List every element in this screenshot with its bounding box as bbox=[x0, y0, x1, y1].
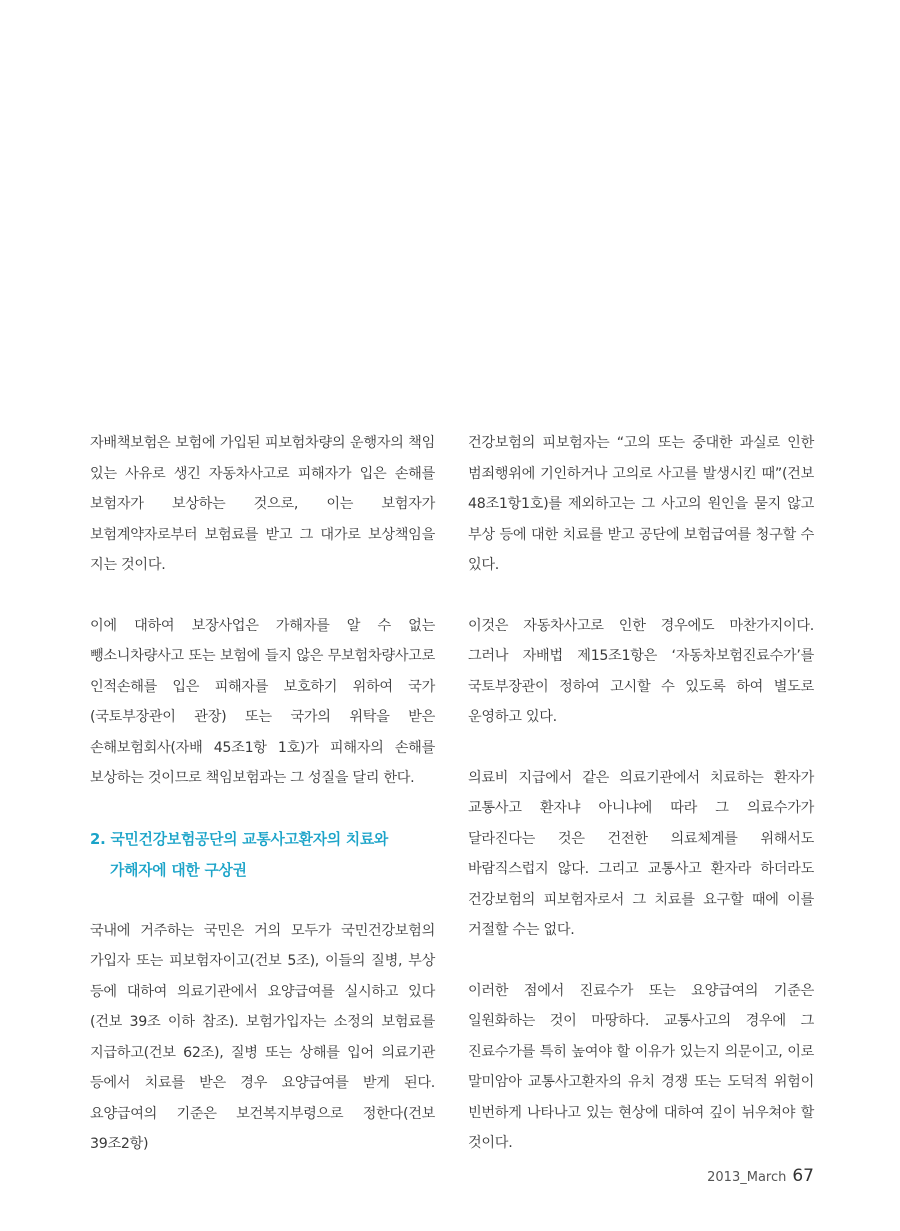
body-paragraph: 이에 대하여 보장사업은 가해자를 알 수 없는 뺑소니차량사고 또는 보험에 들지 않은 무보험차량사고로 인적손해를 입은 피해자를 보호하기 위하여 국가(국토부장관이 관장) 또는 국가의 위탁을 받은 손해보험회사(자배 45조1항 1호)가 피해자의 손해를 보상하는 것이므로 책임보험과는 그 성질을 달리 한다. bbox=[90, 617, 435, 786]
page-footer bbox=[707, 1166, 814, 1186]
left-column bbox=[90, 428, 435, 1160]
body-paragraph: 국내에 거주하는 국민은 거의 모두가 국민건강보험의 가입자 또는 피보험자이고(건보 5조), 이들의 질병, 부상 등에 대하여 의료기관에서 요양급여를 실시하고 있다(건보 39조 이하 참조). 보험가입자는 소정의 보험료를 지급하고(건보 62조), 질병 또는 상해를 입어 의료기관 등에서 치료를 받은 경우 요양급여를 받게 된다. 요양급여의 기준은 보건복지부령으로 정한다(건보 39조2항) bbox=[90, 922, 435, 1152]
body-paragraph: 이것은 자동차사고로 인한 경우에도 마찬가지이다. 그러나 자배법 제15조1항은 ‘자동차보험진료수가’를 국토부장관이 정하여 고시할 수 있도록 하여 별도로 운영하고 있다. bbox=[468, 617, 814, 725]
issue-label: 2013_March bbox=[707, 1170, 787, 1185]
body-paragraph: 이러한 점에서 진료수가 또는 요양급여의 기준은 일원화하는 것이 마땅하다. 교통사고의 경우에 그 진료수가를 특히 높여야 할 이유가 있는지 의문이고, 이로 말미암아 교통사고환자의 유치 경쟁 또는 도덕적 위험이 빈번하게 나타나고 있는 현상에 대하여 깊이 뉘우쳐야 할 것이다. bbox=[468, 982, 814, 1151]
page-number: 67 bbox=[792, 1166, 814, 1186]
right-column bbox=[468, 428, 814, 1159]
section-heading: 2. 국민건강보험공단의 교통사고환자의 치료와 가해자에 대한 구상권 bbox=[90, 830, 389, 879]
body-paragraph: 자배책보험은 보험에 가입된 피보험차량의 운행자의 책임 있는 사유로 생긴 자동차사고로 피해자가 입은 손해를 보험자가 보상하는 것으로, 이는 보험자가 보험계약자로부터 보험료를 받고 그 대가로 보상책임을 지는 것이다. bbox=[90, 435, 435, 573]
body-paragraph: 의료비 지급에서 같은 의료기관에서 치료하는 환자가 교통사고 환자냐 아니냐에 따라 그 의료수가가 달라진다는 것은 건전한 의료체계를 위해서도 바람직스럽지 않다. 그리고 교통사고 환자라 하더라도 건강보험의 피보험자로서 그 치료를 요구할 때에 이를 거절할 수는 없다. bbox=[468, 769, 814, 938]
body-paragraph: 건강보험의 피보험자는 “고의 또는 중대한 과실로 인한 범죄행위에 기인하거나 고의로 사고를 발생시킨 때”(건보 48조1항1호)를 제외하고는 그 사고의 원인을 묻지 않고 부상 등에 대한 치료를 받고 공단에 보험급여를 청구할 수 있다. bbox=[468, 435, 814, 573]
